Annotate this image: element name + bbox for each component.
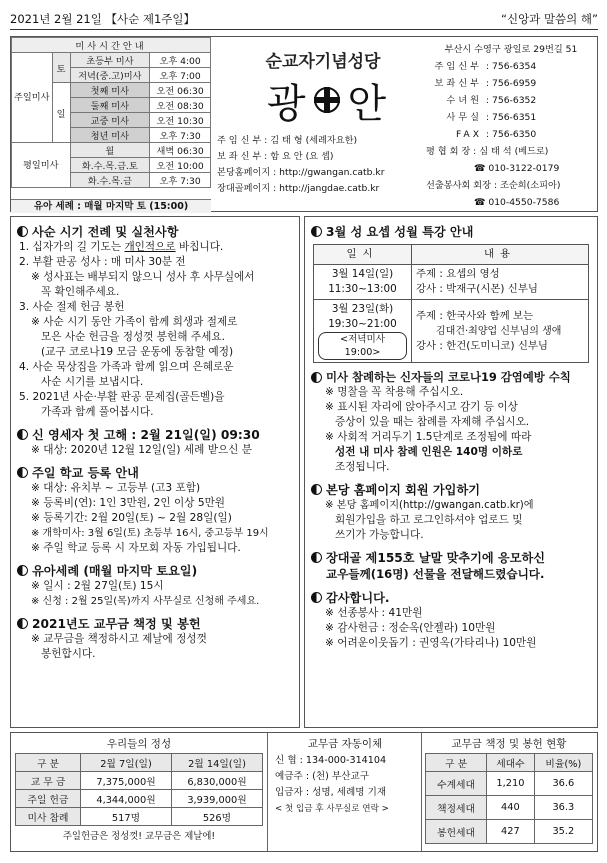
mass-name: 월 <box>70 143 150 158</box>
notice-line: 3. 사순 절제 헌금 봉헌 <box>19 301 125 313</box>
top-date-line <box>10 12 598 30</box>
year-motto: “신앙과 말씀의 해” <box>501 12 598 26</box>
notice-line: ※ 표시된 자리에 앉아주시고 감기 등 이상 <box>325 401 518 413</box>
mass-name: 화.수.목.금 <box>70 173 150 188</box>
notice-line: 1. 십자가의 길 기도는 개인적으로 바칩니다. <box>19 241 224 253</box>
thanks-title: 감사합니다. <box>311 589 591 606</box>
table-row: 3월 14일(일) 11:30~13:00 주제 : 요셉의 영성 강사 : 박재구(시몬) 신부님 <box>314 265 589 300</box>
notice-line: ※ 대상: 유치부 ~ 고등부 (고3 포함) <box>31 482 201 494</box>
table-header: 2월 7일(일) <box>81 754 172 772</box>
puzzle-notice-title: 장대골 제155호 날말 맞추기에 응모하신 <box>311 549 591 566</box>
jangdae-link[interactable]: 장대골페이지 : http://jangdae.catb.kr <box>217 183 380 194</box>
mass-name: 둘째 미사 <box>70 98 150 113</box>
mass-time: 새벽 06:30 <box>150 143 211 158</box>
notice-line: ※ 본당 홈페이지(http://gwangan.catb.kr)에 <box>325 500 534 511</box>
saturday-label: 토 <box>52 53 70 83</box>
cross-emblem-icon <box>312 85 342 115</box>
mass-name: 청년 미사 <box>70 128 150 143</box>
offering-table <box>15 753 263 844</box>
notice-line: ※ 감사헌금 : 정순옥(안젤라) 10만원 <box>325 622 496 634</box>
half-circle-bullet-icon <box>311 552 322 563</box>
table-header: 2월 14일(일) <box>172 754 263 772</box>
notice-line: ※ 대상: 2020년 12월 12일(일) 세례 받으신 분 <box>31 444 253 456</box>
infant-baptism-notice: 유아 세례 : 매월 마지막 토 (15:00) <box>11 199 211 213</box>
notice-line: ※ 선종봉사 : 41만원 <box>325 607 423 619</box>
contact-note: < 첫 입금 후 사무실로 연락 > <box>275 804 389 814</box>
notice-line: ※ 성사표는 배부되지 않으니 성사 후 사무실에서 <box>31 271 255 283</box>
notice-line: 5. 2021년 사순·부활 판공 문제집(골든벨)을 <box>19 391 225 403</box>
puzzle-notice-line: 교우들께(16명) 선물을 전달해드렸습니다. <box>326 567 545 581</box>
table-row: 미사 참례 517명 526명 <box>16 808 263 826</box>
bulletin-date: 2021년 2월 21일 【사순 제1주일】 <box>10 12 196 26</box>
table-header: 내용 <box>412 245 589 265</box>
notice-line: ※ 개학미사: 3월 6일(토) 초등부 16시, 중고등부 19시 <box>31 528 269 539</box>
mass-schedule-table <box>11 37 211 188</box>
half-circle-bullet-icon <box>311 372 322 383</box>
council-president-phone: ☎ 010-3122-0179 <box>474 163 560 174</box>
service-president-phone: ☎ 010-4550-7586 <box>474 197 560 208</box>
right-notices-column <box>304 216 598 728</box>
priest-info <box>217 133 422 197</box>
notice-line: 증상이 있을 때는 참례를 자제해 주십시오. <box>335 416 530 428</box>
homepage-signup-title: 본당 홈페이지 회원 가입하기 <box>311 481 591 498</box>
contact-row: 주임신부 : 756-6354 <box>434 61 537 72</box>
mass-time: 오전 08:30 <box>150 98 211 113</box>
contact-row: FAX : 756-6350 <box>455 129 537 140</box>
contact-info <box>426 41 596 211</box>
table-header: 비율(%) <box>534 754 592 772</box>
table-row: 책정세대 440 36.3 <box>426 796 593 820</box>
notice-line: 성전 내 미사 참례 인원은 140명 이하로 <box>335 446 523 458</box>
notice-line: (교구 코로나19 모금 운동에 동참할 예정) <box>41 346 234 358</box>
mass-time: 오후 7:00 <box>150 68 211 83</box>
lent-section-title: 사순 시기 전례 및 실천사항 <box>17 223 293 240</box>
notice-line: 봉헌합시다. <box>41 648 96 660</box>
divider <box>267 733 268 851</box>
notice-line: ※ 명찰을 꼭 착용해 주십시오. <box>325 386 464 398</box>
notice-line: 가족과 함께 풀어봅시다. <box>41 406 154 418</box>
status-title: 교무금 책정 및 봉헌 현황 <box>451 738 567 750</box>
half-circle-bullet-icon <box>311 226 322 237</box>
notice-line: 회원가입을 하고 로그인하셔야 업로드 및 <box>335 514 523 526</box>
mass-name: 저녁(중.고)미사 <box>70 68 150 83</box>
weekday-mass-label: 평일미사 <box>12 143 71 188</box>
table-row: 봉헌세대 427 35.2 <box>426 820 593 844</box>
table-row: 3월 23일(화) 19:30~21:00 <저녁미사 19:00> 주제 : 한국사와 함께 보는 김대건·최양업 신부님의 생애 강사 : 한건(도미니코) 신부님 <box>314 300 589 363</box>
notice-line: 꼭 확인해주세요. <box>41 286 120 298</box>
table-row: 교 무 금 7,375,000원 6,830,000원 <box>16 772 263 790</box>
notice-line: ※ 사순 시기 동안 가족이 함께 희생과 절제로 <box>31 316 238 328</box>
depositor-note: 입금자 : 성명, 세례명 기재 <box>275 787 387 798</box>
half-circle-bullet-icon <box>17 467 28 478</box>
mass-time: 오전 10:00 <box>150 158 211 173</box>
mass-time: 오전 10:30 <box>150 113 211 128</box>
notice-line: ※ 사회적 거리두기 1.5단계로 조정됨에 따라 <box>325 431 532 443</box>
notice-line: ※ 교무금을 책정하시고 제날에 정성껏 <box>31 633 207 645</box>
notice-line: ※ 어려운이웃돕기 : 권영옥(가타리나) 10만원 <box>325 637 537 649</box>
bank-account: 신 협 : 134-000-314104 <box>275 755 387 766</box>
contact-row: 사무실 : 756-6351 <box>446 112 537 123</box>
half-circle-bullet-icon <box>311 592 322 603</box>
table-header: 일시 <box>314 245 412 265</box>
mass-schedule-title: 미사시간안내 <box>12 38 211 53</box>
table-header: 구 분 <box>426 754 487 772</box>
half-circle-bullet-icon <box>17 565 28 576</box>
council-president: 평 협 회 장 : 심 태 석 (베드로) <box>426 146 549 157</box>
half-circle-bullet-icon <box>17 429 28 440</box>
table-row: 수계세대 1,210 36.6 <box>426 772 593 796</box>
notice-line: 4. 사순 묵상집을 가족과 함께 읽으며 은혜로운 <box>19 361 234 373</box>
mass-name: 화.수.목.금.토 <box>70 158 150 173</box>
church-name-right: 안 <box>347 80 387 127</box>
table-header: 구 분 <box>16 754 81 772</box>
notice-line: 모은 사순 헌금을 정성껏 봉헌해 주세요. <box>41 331 225 343</box>
offering-note: 주일헌금은 정성껏! 교무금은 제날에! <box>62 830 216 842</box>
half-circle-bullet-icon <box>17 618 28 629</box>
table-header: 세대수 <box>487 754 535 772</box>
offering-title: 우리들의 정성 <box>106 738 172 750</box>
status-table <box>425 753 593 844</box>
notice-line: 쓰기가 가능합니다. <box>335 529 424 541</box>
infant-baptism-title: 유아세례 (매월 마지막 토요일) <box>17 562 293 579</box>
table-row: 주일 헌금 4,344,000원 3,939,000원 <box>16 790 263 808</box>
contact-row: 수녀원 : 756-6352 <box>446 95 537 106</box>
mass-time: 오후 7:30 <box>150 173 211 188</box>
assistant-priest-line: 보 좌 신 부 : 함 요 안 (요 셉) <box>217 151 334 162</box>
mass-name: 교중 미사 <box>70 113 150 128</box>
sunday-mass-label: 주일미사 <box>12 53 53 143</box>
half-circle-bullet-icon <box>17 226 28 237</box>
mass-name: 초등부 미사 <box>70 53 150 68</box>
mass-time: 오후 4:00 <box>150 53 211 68</box>
notice-line: 사순 시기를 보냅시다. <box>41 376 144 388</box>
service-president: 선출봉사회 회장 : 조순희(소피아) <box>426 180 561 191</box>
notice-line: ※ 등록기간: 2월 20일(토) ~ 2월 28일(일) <box>31 512 232 524</box>
covid-rules-title: 미사 참례하는 신자들의 코로나19 감염예방 수칙 <box>311 369 591 385</box>
notice-line: ※ 신청 : 2월 25일(목)까지 사무실로 신청해 주세요. <box>31 596 260 607</box>
mass-time: 오후 7:30 <box>150 128 211 143</box>
notice-line: ※ 주일 학교 등록 시 자모회 자동 가입됩니다. <box>31 542 241 554</box>
homepage-link[interactable]: 본당홈페이지 : http://gwangan.catb.kr <box>217 167 385 178</box>
notice-line: 조정됩니다. <box>335 461 390 473</box>
joseph-lecture-title: 3월 성 요셉 성월 특강 안내 <box>311 223 591 240</box>
church-subtitle: 순교자기념성당 <box>265 52 381 72</box>
notice-line: ※ 일시 : 2월 27일(토) 15시 <box>31 580 164 592</box>
notice-line: 2. 부활 판공 성사 : 매 미사 30분 전 <box>19 256 186 268</box>
bulletin-header <box>10 36 598 212</box>
contact-row: 보좌신부 : 756-6959 <box>434 78 537 89</box>
pastor-line: 주 임 신 부 : 김 태 형 (세례자요한) <box>217 135 358 146</box>
church-name-left: 광 <box>266 80 306 127</box>
lecture-table <box>313 244 589 363</box>
half-circle-bullet-icon <box>311 484 322 495</box>
transfer-title: 교무금 자동이체 <box>307 738 383 750</box>
mass-time: 오전 06:30 <box>150 83 211 98</box>
sunday-label: 일 <box>52 83 70 143</box>
first-confession-title: 신 영세자 첫 고해 : 2월 21일(일) 09:30 <box>17 426 293 443</box>
account-holder: 예금주 : (천) 부산교구 <box>275 771 370 782</box>
auto-transfer-info <box>269 753 421 817</box>
finance-footer <box>10 732 598 852</box>
mass-name: 첫째 미사 <box>70 83 150 98</box>
evening-mass-tag: <저녁미사 19:00> <box>318 332 407 360</box>
church-address: 부산시 수영구 광일로 29번길 51 <box>444 44 578 55</box>
church-due-title: 2021년도 교무금 책정 및 봉헌 <box>17 615 293 632</box>
sunday-school-title: 주일 학교 등록 안내 <box>17 464 293 481</box>
church-logo <box>239 75 414 125</box>
notice-line: ※ 등록비(연): 1인 3만원, 2인 이상 5만원 <box>31 497 226 509</box>
left-notices-column <box>10 216 300 728</box>
